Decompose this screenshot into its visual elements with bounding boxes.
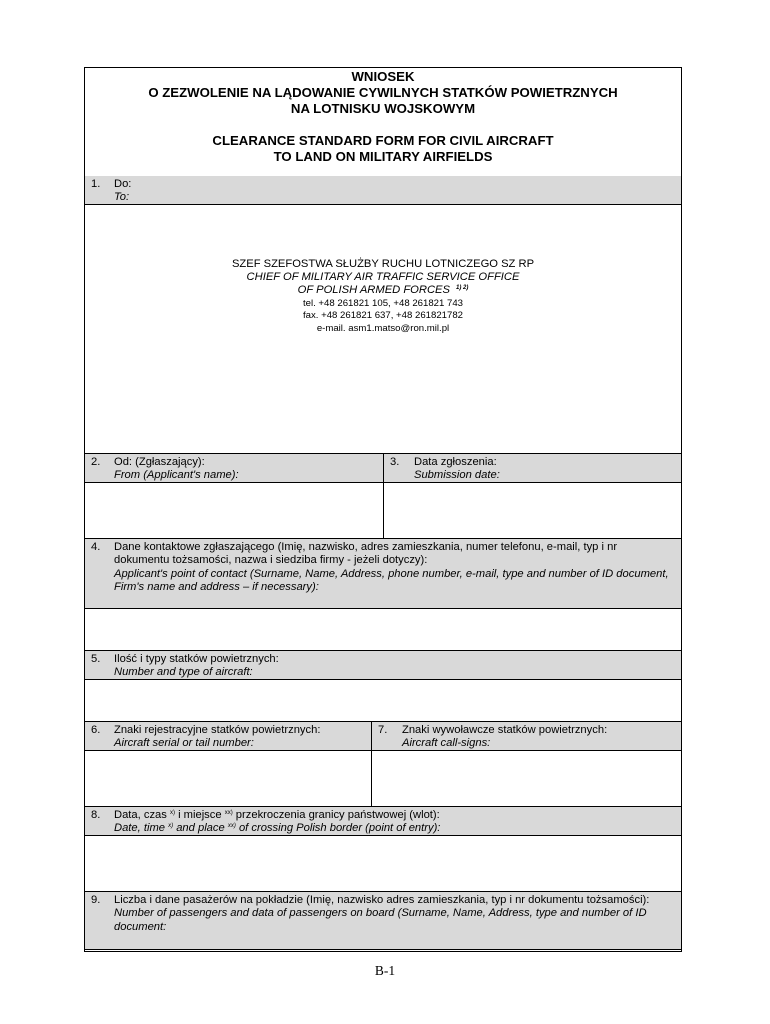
application-form xyxy=(84,67,682,952)
applicant-contact-field[interactable] xyxy=(85,609,681,651)
border-crossing-field[interactable] xyxy=(85,836,681,892)
field-9-label-en: Number of passengers and data of passengers on board (Surname, Name, Address, type and number of ID document: xyxy=(114,907,647,933)
field-7-label-pl: Znaki wywoławcze statków powietrznych: xyxy=(402,724,608,736)
recipient-line3: OF POLISH ARMED FORCES xyxy=(297,284,450,297)
field-9-label-pl: Liczba i dane pasażerów na pokładzie (Imię, nazwisko adres zamieszkania, typ i nr dokumentu tożsamości): xyxy=(114,894,650,906)
title-en-line2: TO LAND ON MILITARY AIRFIELDS xyxy=(273,149,493,164)
title-en-line1: CLEARANCE STANDARD FORM FOR CIVIL AIRCRAFT xyxy=(212,133,554,148)
recipient-line2: CHIEF OF MILITARY AIR TRAFFIC SERVICE OFFICE xyxy=(246,271,520,284)
field-6-label-en: Aircraft serial or tail number: xyxy=(114,737,254,750)
field-6-7-input-row xyxy=(85,751,681,807)
field-8-label-row xyxy=(85,807,681,836)
recipient-line1: SZEF SZEFOSTWA SŁUŻBY RUCHU LOTNICZEGO SZ RP xyxy=(231,258,535,270)
passengers-field[interactable] xyxy=(85,950,681,951)
field-4-label-en1: Applicant's point of contact (Surname, Name, Address, phone number, e-mail, type and number of ID document, xyxy=(114,567,669,580)
field-4-number: 4. xyxy=(91,541,101,553)
field-6-7-label-row xyxy=(85,722,681,751)
field-6-label-pl: Znaki rejestracyjne statków powietrznych: xyxy=(114,724,321,736)
title-pl-line1: WNIOSEK xyxy=(351,69,415,84)
aircraft-call-signs-field[interactable] xyxy=(371,751,681,806)
field-1-label-en: To: xyxy=(114,191,130,204)
field-5-label-pl: Ilość i typy statków powietrznych: xyxy=(114,653,279,665)
field-2-3-label-row xyxy=(85,454,681,483)
submission-date-field[interactable] xyxy=(383,483,681,538)
applicant-name-field[interactable] xyxy=(85,483,383,538)
field-6-number: 6. xyxy=(91,724,101,736)
aircraft-number-type-field[interactable] xyxy=(85,680,681,722)
field-5-label-en: Number and type of aircraft: xyxy=(114,666,253,679)
field-8-number: 8. xyxy=(91,809,101,821)
form-header xyxy=(85,68,681,177)
field-5-label-row xyxy=(85,651,681,680)
footnote-ref: 1) 2) xyxy=(455,285,469,292)
field-3-label-en: Submission date: xyxy=(414,469,500,482)
field-3-label-pl: Data zgłoszenia: xyxy=(414,456,497,468)
field-7-label-en: Aircraft call-signs: xyxy=(402,737,491,750)
recipient-address-block xyxy=(85,205,681,454)
aircraft-tail-number-field[interactable] xyxy=(85,751,371,806)
field-9-number: 9. xyxy=(91,894,101,906)
field-2-label-pl: Od: (Zgłaszający): xyxy=(114,456,205,468)
field-1-label-pl: Do: xyxy=(114,178,132,190)
field-4-label-pl: Dane kontaktowe zgłaszającego (Imię, nazwisko, adres zamieszkania, numer telefonu, e-mail, typ i nr dokumentu tożsamości, nazwa i siedziba firmy - jeżeli dotyczy): xyxy=(114,541,618,567)
field-1-label-row xyxy=(85,176,681,205)
field-1-number: 1. xyxy=(91,178,101,190)
recipient-fax: fax. +48 261821 637, +48 261821782 xyxy=(302,310,464,322)
field-8-label-pl: Data, czas $^{x)}$ i miejsce $^{xx)}$ przekroczenia granicy państwowej (wlot): xyxy=(114,809,440,821)
field-8-label-en: Date, time $^{x)}$ and place $^{xx)}$ of crossing Polish border (point of entry): xyxy=(114,822,441,835)
field-4-label-en2: Firm's name and address – if necessary): xyxy=(114,581,319,594)
field-5-number: 5. xyxy=(91,653,101,665)
recipient-phone: tel. +48 261821 105, +48 261821 743 xyxy=(302,297,464,309)
field-2-number: 2. xyxy=(91,456,101,468)
field-4-label-row xyxy=(85,539,681,609)
title-pl-line2: O ZEZWOLENIE NA LĄDOWANIE CYWILNYCH STATKÓW POWIETRZNYCH xyxy=(148,85,618,100)
field-7-number: 7. xyxy=(378,724,388,736)
field-9-label-row xyxy=(85,892,681,950)
field-2-label-en: From (Applicant's name): xyxy=(114,469,239,482)
field-3-number: 3. xyxy=(390,456,400,468)
title-pl-line3: NA LOTNISKU WOJSKOWYM xyxy=(290,101,476,116)
page-number: B-1 xyxy=(374,963,396,978)
recipient-email: e-mail. asm1.matso@ron.mil.pl xyxy=(316,322,450,334)
field-2-3-input-row xyxy=(85,483,681,539)
